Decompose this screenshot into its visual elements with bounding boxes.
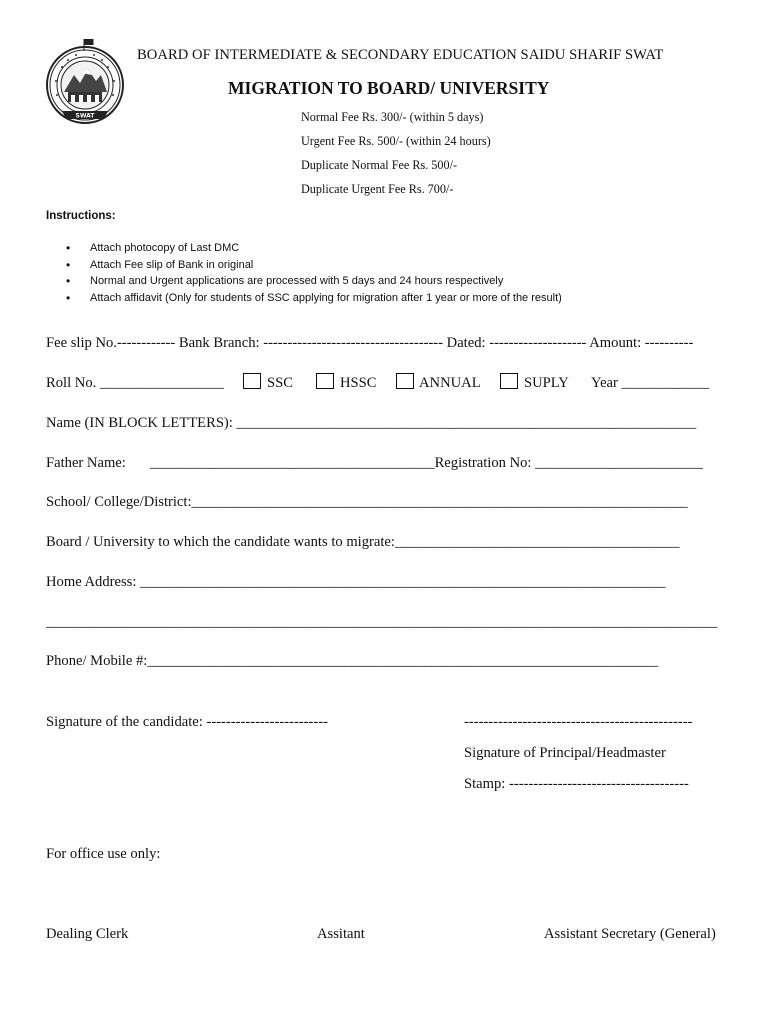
instruction-item: • Attach photocopy of Last DMC: [46, 240, 562, 257]
ssc-checkbox[interactable]: [243, 373, 261, 389]
board-seal-icon: [44, 37, 126, 127]
annual-checkbox[interactable]: [396, 373, 414, 389]
father-name-field[interactable]: _______________________________________Registration No: _______________________: [150, 455, 703, 471]
fee-normal: Normal Fee Rs. 300/- (within 5 days): [301, 110, 484, 124]
principal-signature-line[interactable]: -----------------------------------------------: [464, 714, 693, 730]
instruction-item: • Attach Fee slip of Bank in original: [46, 257, 562, 274]
form-title: MIGRATION TO BOARD/ UNIVERSITY: [228, 78, 550, 98]
candidate-signature-field[interactable]: Signature of the candidate: -------------------------: [46, 714, 328, 730]
office-use-label: For office use only:: [46, 846, 161, 862]
fee-urgent: Urgent Fee Rs. 500/- (within 24 hours): [301, 134, 491, 148]
instructions-list: [46, 240, 562, 306]
phone-field[interactable]: Phone/ Mobile #:______________________________________________________________________: [46, 653, 659, 669]
seal-text: SWAT: [75, 112, 95, 120]
instructions-heading: Instructions:: [46, 210, 116, 222]
home-address-field[interactable]: Home Address: ________________________________________________________________________: [46, 574, 666, 590]
board-university-field[interactable]: Board / University to which the candidate wants to migrate:_______________________________________: [46, 534, 680, 550]
father-name-label: Father Name:: [46, 455, 126, 471]
assistant-secretary-label: Assistant Secretary (General): [544, 926, 716, 942]
fee-duplicate-normal: Duplicate Normal Fee Rs. 500/-: [301, 158, 458, 172]
instruction-item: • Normal and Urgent applications are processed with 5 days and 24 hours respectively: [46, 273, 562, 290]
hssc-checkbox[interactable]: [316, 373, 334, 389]
home-address-line-2[interactable]: ____________________________________________________________________________________________: [46, 614, 718, 630]
board-name: BOARD OF INTERMEDIATE & SECONDARY EDUCATION SAIDU SHARIF SWAT: [137, 47, 664, 63]
suply-label: SUPLY: [524, 375, 569, 391]
stamp-field[interactable]: Stamp: -------------------------------------: [464, 776, 689, 792]
annual-label: ANNUAL: [419, 375, 481, 391]
principal-signature-label: Signature of Principal/Headmaster: [464, 745, 666, 761]
suply-checkbox[interactable]: [500, 373, 518, 389]
hssc-label: HSSC: [340, 375, 377, 391]
roll-no-field[interactable]: Roll No. _________________: [46, 375, 224, 391]
instruction-item: • Attach affidavit (Only for students of SSC applying for migration after 1 year or more of the result): [46, 290, 562, 307]
year-field[interactable]: Year ____________: [591, 375, 710, 391]
ssc-label: SSC: [267, 375, 293, 391]
dealing-clerk-label: Dealing Clerk: [46, 926, 129, 942]
name-field[interactable]: Name (IN BLOCK LETTERS): _______________________________________________________________: [46, 415, 697, 431]
fee-duplicate-urgent: Duplicate Urgent Fee Rs. 700/-: [301, 182, 454, 196]
assistant-label: Assitant: [317, 926, 365, 942]
school-field[interactable]: School/ College/District:____________________________________________________________________: [46, 494, 688, 510]
fee-slip-line[interactable]: Fee slip No.------------ Bank Branch: ------------------------------------- Dated: -------------------- Amount: ----------: [46, 335, 694, 351]
